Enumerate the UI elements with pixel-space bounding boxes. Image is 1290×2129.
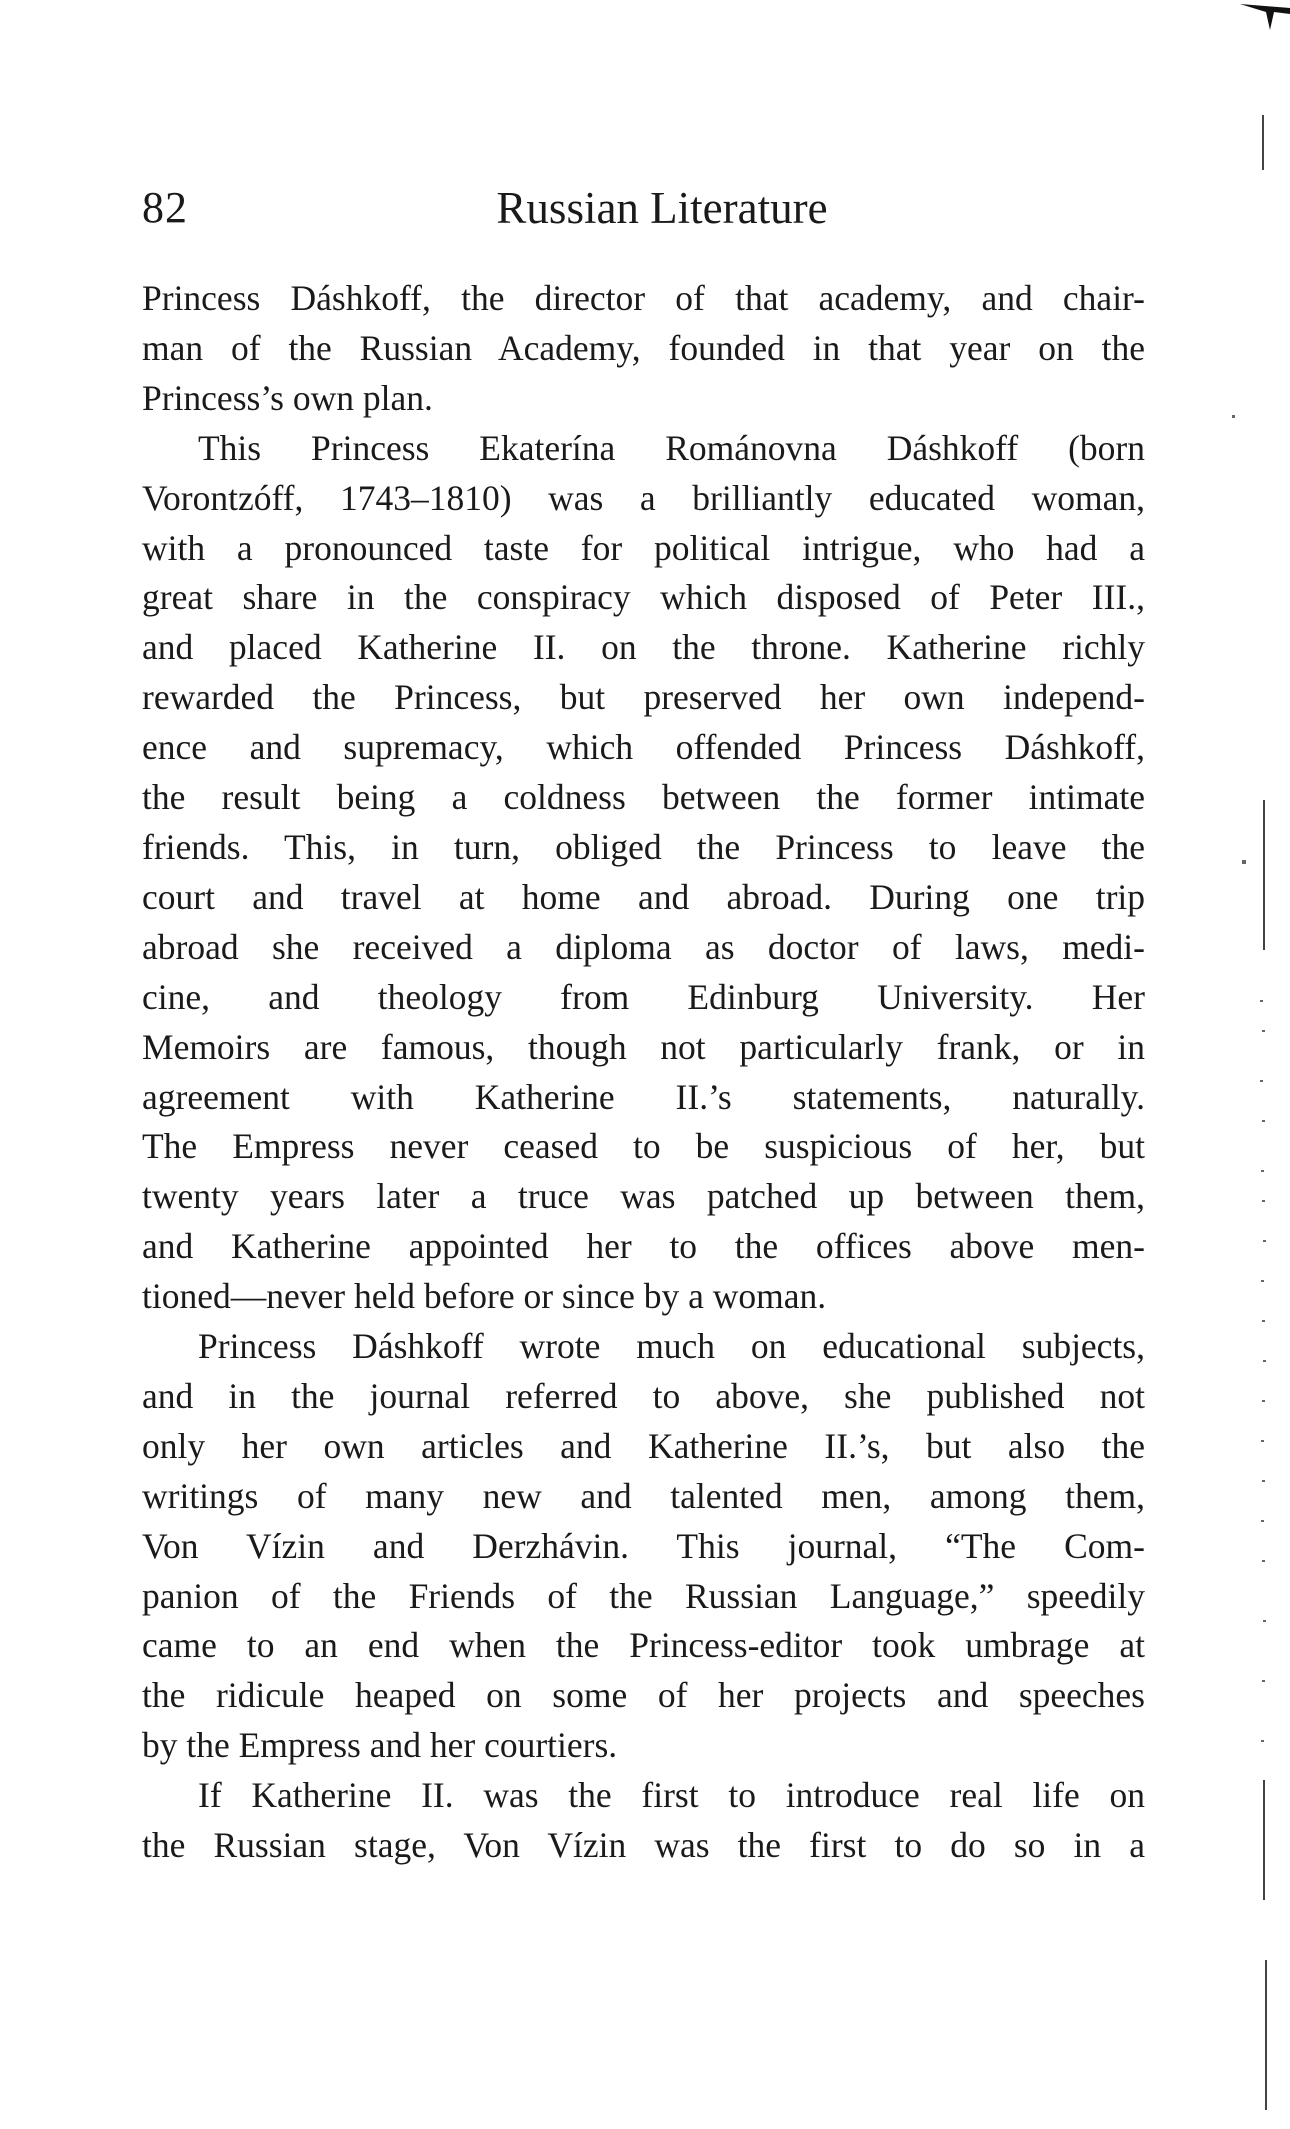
text-line: and placed Katherine II. on the throne. Katherine richly bbox=[142, 627, 1145, 668]
text-line: Princess Dáshkoff, the director of that academy, and chair- bbox=[142, 278, 1145, 318]
text-line: Princess’s own plan. bbox=[142, 377, 433, 418]
text-line: the result being a coldness between the former intimate bbox=[142, 777, 1145, 818]
text-line: friends. This, in turn, obliged the Princess to leave the bbox=[142, 826, 1145, 867]
paragraph bbox=[142, 1322, 1145, 1771]
paragraph bbox=[142, 1771, 1145, 1871]
scan-margin-artifacts bbox=[1210, 0, 1290, 2124]
paragraph bbox=[142, 424, 1145, 1322]
text-line: with a pronounced taste for political intrigue, who had a bbox=[142, 527, 1145, 568]
text-line: If Katherine II. was the first to introduce real life on bbox=[198, 1775, 1145, 1816]
text-line: man of the Russian Academy, founded in that year on the bbox=[142, 327, 1145, 368]
body-text bbox=[142, 274, 1145, 1871]
text-line: Vorontzóff, 1743–1810) was a brilliantly educated woman, bbox=[142, 477, 1145, 518]
text-line: panion of the Friends of the Russian Language,” speedily bbox=[142, 1575, 1145, 1616]
page-header bbox=[142, 182, 1152, 252]
text-line: ence and supremacy, which offended Princess Dáshkoff, bbox=[142, 727, 1145, 768]
text-line: by the Empress and her courtiers. bbox=[142, 1725, 618, 1766]
text-line: cine, and theology from Edinburg University. Her bbox=[142, 976, 1145, 1017]
text-line: only her own articles and Katherine II.’s, but also the bbox=[142, 1425, 1145, 1466]
paragraph bbox=[142, 274, 1145, 424]
text-line: agreement with Katherine II.’s statements, naturally. bbox=[142, 1076, 1145, 1117]
text-line: and Katherine appointed her to the offices above men- bbox=[142, 1226, 1145, 1267]
text-line: Von Vízin and Derzhávin. This journal, “The Com- bbox=[142, 1525, 1145, 1566]
text-line: great share in the conspiracy which disposed of Peter III., bbox=[142, 577, 1145, 618]
text-line: abroad she received a diploma as doctor of laws, medi- bbox=[142, 926, 1145, 967]
text-line: Memoirs are famous, though not particularly frank, or in bbox=[142, 1026, 1145, 1067]
text-line: the ridicule heaped on some of her projects and speeches bbox=[142, 1675, 1145, 1716]
text-line: tioned—never held before or since by a woman. bbox=[142, 1276, 827, 1317]
text-line: and in the journal referred to above, she published not bbox=[142, 1375, 1145, 1416]
text-line: the Russian stage, Von Vízin was the first to do so in a bbox=[142, 1825, 1145, 1866]
text-line: came to an end when the Princess-editor took umbrage at bbox=[142, 1625, 1145, 1666]
text-line: This Princess Ekaterína Románovna Dáshkoff (born bbox=[198, 427, 1145, 468]
text-line: writings of many new and talented men, among them, bbox=[142, 1475, 1145, 1516]
text-line: Princess Dáshkoff wrote much on educational subjects, bbox=[198, 1326, 1145, 1367]
text-line: rewarded the Princess, but preserved her own independ- bbox=[142, 677, 1145, 718]
page-number: 82 bbox=[142, 183, 188, 232]
text-line: The Empress never ceased to be suspicious of her, but bbox=[142, 1126, 1145, 1167]
text-line: twenty years later a truce was patched up between them, bbox=[142, 1176, 1145, 1217]
running-title: Russian Literature bbox=[496, 183, 828, 233]
text-line: court and travel at home and abroad. During one trip bbox=[142, 876, 1145, 917]
